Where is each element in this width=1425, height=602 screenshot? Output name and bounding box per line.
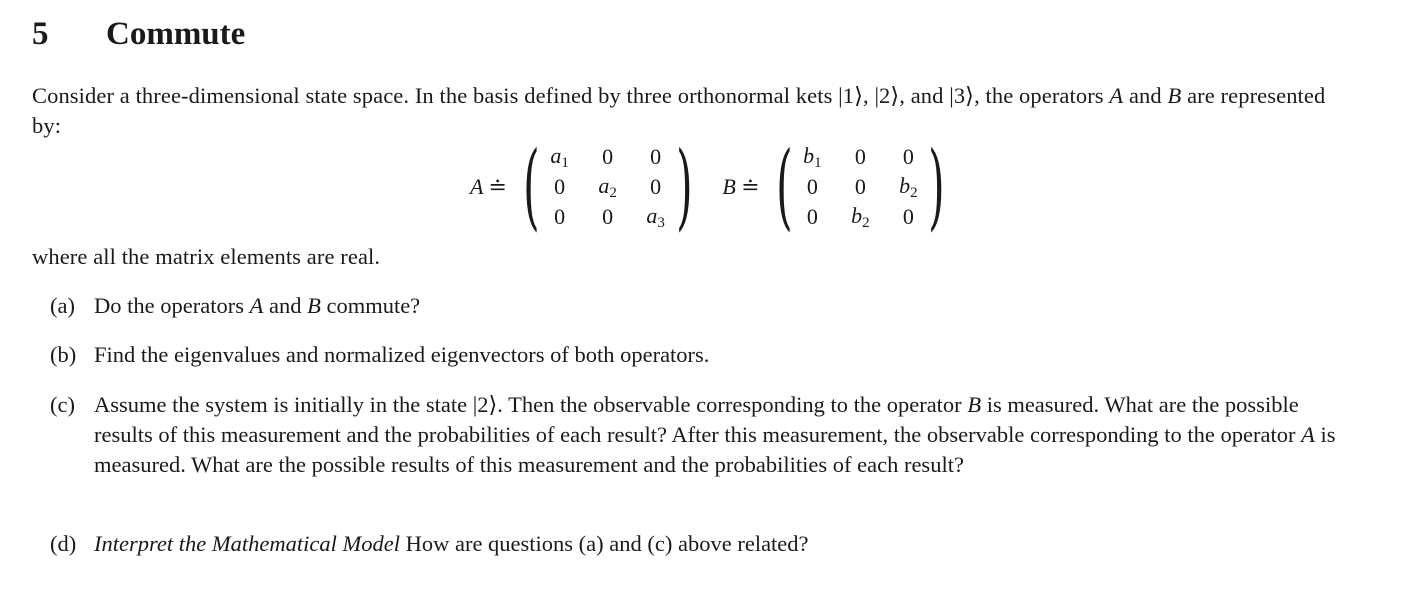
matrix-cell: 0 xyxy=(650,144,662,169)
question-a xyxy=(50,291,1350,321)
left-paren: ( xyxy=(523,132,540,241)
matrix-cell: 0 xyxy=(806,204,818,229)
question-text: Find the eigenvalues and normalized eigenvectors of both operators. xyxy=(94,342,710,367)
matrix-cell: $b_1$ xyxy=(803,142,822,171)
question-label: (a) xyxy=(50,293,75,318)
where-text: where all the matrix elements are real. xyxy=(32,244,381,269)
question-label: (c) xyxy=(50,392,75,417)
question-label: (d) xyxy=(50,531,77,556)
matrix-cell: 0 xyxy=(554,204,566,229)
section-number: 5 xyxy=(32,16,49,52)
matrix-cell: 0 xyxy=(854,174,866,199)
operator-b-var: B xyxy=(1167,83,1182,108)
matrix-cell: $a_1$ xyxy=(550,142,569,171)
question-text: Interpret the Mathematical Model How are questions (a) and (c) above related? xyxy=(94,531,809,556)
section-title: Commute xyxy=(106,16,246,52)
matrix-cell: 0 xyxy=(602,204,614,229)
matrix-cell: $b_2$ xyxy=(851,202,870,231)
matrix-a-label: A ≐ xyxy=(470,174,507,199)
question-text: Assume the system is initially in the state |2⟩. Then the observable corresponding to the operator B is measured. What are the possible results of this measurement and the probabilities of each result? After this measurement, the observable corresponding to the operator A is measured. What are the possible results of this measurement and the probabilities of each result? xyxy=(94,392,1336,477)
question-b xyxy=(50,340,1350,370)
matrix-cell: 0 xyxy=(854,144,866,169)
matrix-cell: $a_3$ xyxy=(646,202,665,231)
matrix-cell: 0 xyxy=(806,174,818,199)
intro-text-3: are represented by: xyxy=(32,83,1326,138)
matrix-cell: $b_2$ xyxy=(899,172,918,201)
question-d xyxy=(50,529,1350,559)
right-paren: ) xyxy=(675,132,693,241)
matrix-equations xyxy=(470,132,955,241)
matrix-cell: 0 xyxy=(554,174,566,199)
right-paren: ) xyxy=(928,132,946,241)
question-label: (b) xyxy=(50,342,77,367)
matrix-a xyxy=(536,142,680,232)
matrix-cell: 0 xyxy=(902,204,914,229)
operator-a-var: A xyxy=(1109,83,1124,108)
matrix-cell: 0 xyxy=(650,174,662,199)
matrix-cell: 0 xyxy=(602,144,614,169)
question-c xyxy=(50,390,1350,480)
matrix-b-label: B ≐ xyxy=(722,174,760,199)
intro-text-2: and xyxy=(1123,83,1168,108)
question-text: Do the operators A and B commute? xyxy=(94,293,421,318)
matrix-b xyxy=(788,142,932,232)
matrix-cell: 0 xyxy=(902,144,914,169)
intro-text-1: Consider a three-dimensional state space. In the basis defined by three orthonormal kets |1⟩, |2⟩, and |3⟩, the operators xyxy=(32,83,1110,108)
section-heading xyxy=(32,16,245,53)
left-paren: ( xyxy=(775,132,793,241)
matrix-cell: $a_2$ xyxy=(598,172,617,201)
